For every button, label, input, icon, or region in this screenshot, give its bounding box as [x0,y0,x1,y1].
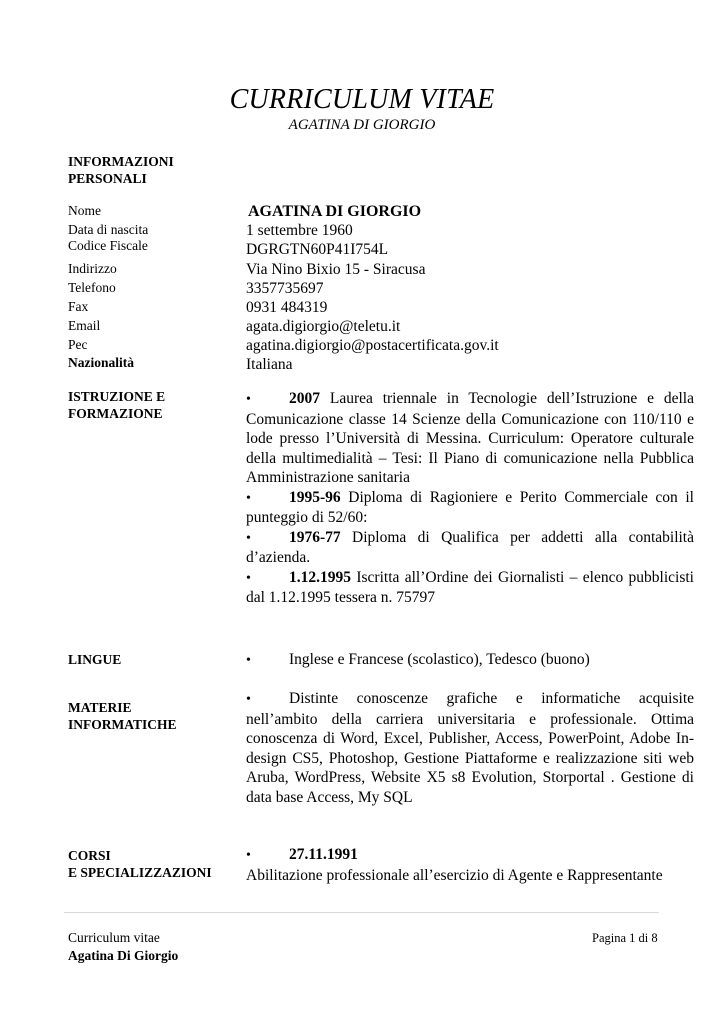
field-value-telefono: 3357735697 [246,280,324,297]
languages-item [246,650,694,671]
bullet-icon: • [246,490,251,506]
bullet-icon: • [246,570,251,586]
field-label-telefono: Telefono [68,280,116,295]
education-year: 1995-96 [289,488,341,506]
field-label-pec: Pec [68,337,88,352]
section-label-line: CORSI [68,848,111,863]
education-item [246,389,694,488]
section-label-courses [68,847,212,881]
education-item [246,568,694,608]
section-label-personal [68,153,174,187]
footer-doc-name: Curriculum vitae [68,930,160,945]
document-subtitle: AGATINA DI GIORGIO [288,117,436,133]
courses-date: 27.11.1991 [289,846,358,863]
section-label-it-skills [68,699,177,733]
bullet-icon: • [246,392,251,407]
education-year: 2007 [289,390,320,407]
education-year: 1.12.1995 [289,568,351,586]
field-value-data-nascita: 1 settembre 1960 [246,222,353,239]
bullet-icon: • [246,653,251,668]
field-value-codice-fiscale: DGRGTN60P41I754L [246,241,389,258]
document-title: CURRICULUM VITAE [229,84,495,115]
section-label-line: PERSONALI [68,171,147,186]
field-label-email: Email [68,318,101,333]
field-label-codice-fiscale: Codice Fiscale [68,238,148,253]
field-value-nome: AGATINA DI GIORGIO [248,203,422,220]
section-label-languages: LINGUE [68,652,122,667]
education-text: Diploma di Qualifica per addetti alla contabilità d’azienda. [246,528,694,566]
section-label-education [68,388,165,422]
field-label-data-nascita: Data di nascita [68,222,149,237]
it-skills-text: Distinte conoscenze grafiche e informatiche acquisite nell’ambito della carriera universitaria e professionale. Ottima conoscenza di Word, Excel, Publisher, Access, PowerPoint, Adobe In-design CS5, Photoshop, Gestione Piattaforme e realizzazione siti web Aruba, WordPress, Website X5 s8 Evolution, Storportal . Gestione di data base Access, My SQL [246,690,694,806]
education-text: Diploma di Ragioniere e Perito Commerciale con il punteggio di 52/60: [246,488,694,526]
education-text: Iscritta all’Ordine dei Giornalisti – elenco pubblicisti dal 1.12.1995 tessera n. 75797 [246,568,694,606]
footer-author-name: Agatina Di Giorgio [68,948,179,963]
bullet-icon: • [246,530,251,546]
field-value-indirizzo: Via Nino Bixio 15 - Siracusa [246,261,426,278]
bullet-icon: • [246,692,251,707]
courses-text: Abilitazione professionale all’esercizio di Agente e Rappresentante [246,866,663,884]
education-year: 1976-77 [289,528,341,546]
field-label-fax: Fax [68,299,89,314]
field-value-fax: 0931 484319 [246,299,328,316]
field-value-email: agata.digiorgio@teletu.it [246,318,401,335]
section-label-line: INFORMATICHE [68,717,177,732]
field-value-pec: agatina.digiorgio@postacertificata.gov.it [246,337,499,354]
education-item [246,528,694,568]
it-skills-item [246,689,694,807]
footer-divider [64,912,659,913]
field-label-nome: Nome [68,203,101,218]
courses-item [246,845,694,885]
field-label-indirizzo: Indirizzo [68,261,117,276]
section-label-line: FORMAZIONE [68,406,163,421]
bullet-icon: • [246,848,251,863]
section-label-line: INFORMAZIONI [68,154,174,169]
section-label-line: MATERIE [68,700,132,715]
education-list [246,389,694,608]
field-label-nazionalita: Nazionalità [68,355,134,370]
field-value-nazionalita: Italiana [246,356,293,373]
education-text: Laurea triennale in Tecnologie dell’Istruzione e della Comunicazione classe 14 Scienze della Comunicazione con 110/110 e lode presso l’Università di Messina. Curriculum: Operatore culturale della multimedialità – Tesi: Il Piano di comunicazione nella Pubblica Amministrazione sanitaria [246,390,694,486]
section-label-line: ISTRUZIONE E [68,389,166,404]
section-label-line: E SPECIALIZZAZIONI [68,865,212,880]
languages-text: Inglese e Francese (scolastico), Tedesco (buono) [289,651,590,668]
education-item [246,488,694,528]
footer-left [68,929,178,965]
page-number: Pagina 1 di 8 [592,931,658,945]
